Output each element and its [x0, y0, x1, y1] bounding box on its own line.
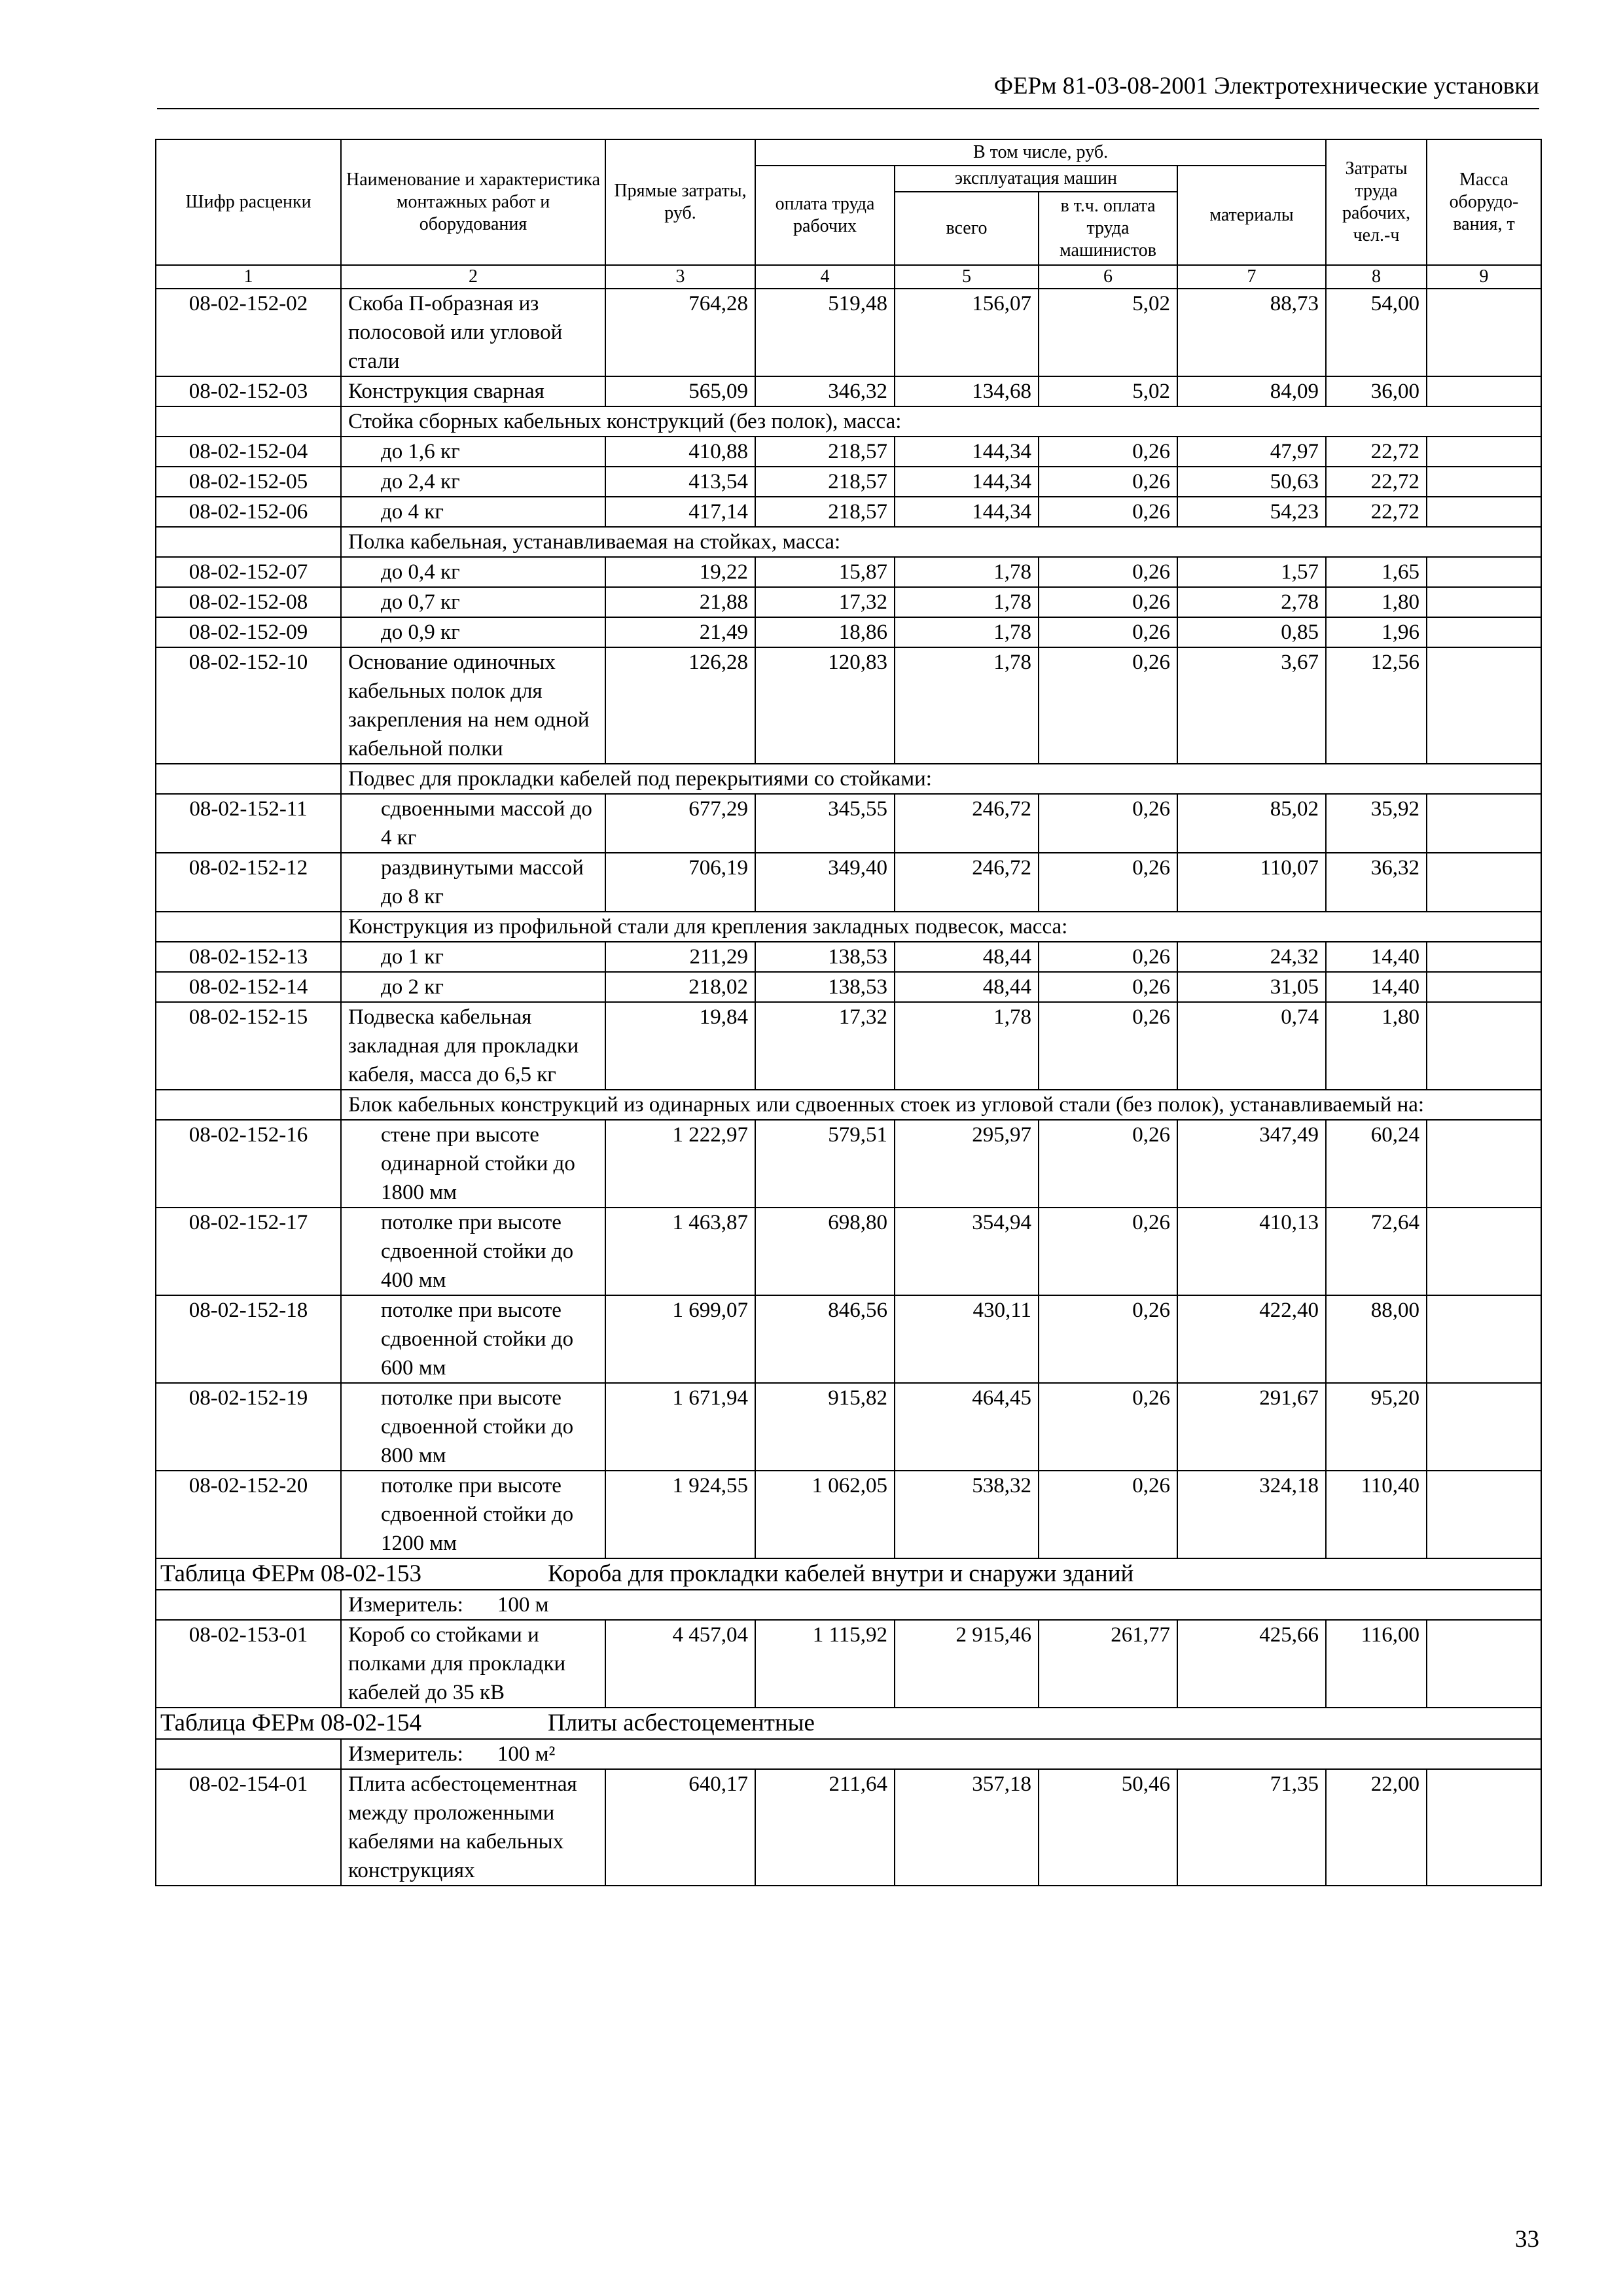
group-title: Полка кабельная, устанавливаемая на стойках, масса:: [341, 527, 1541, 557]
col-header-direct: Прямые затраты, руб.: [605, 139, 755, 265]
col-header-machines-total: всего: [895, 192, 1039, 265]
empty-cell: [156, 764, 341, 794]
machines-cost: 538,32: [895, 1471, 1039, 1558]
measure-label: Измеритель:: [348, 1742, 463, 1766]
table-row: [156, 557, 1541, 587]
table-row: [156, 467, 1541, 497]
rate-name: до 4 кг: [341, 497, 605, 527]
table-row: [156, 1295, 1541, 1383]
labor-hours: 54,00: [1326, 289, 1427, 376]
machinists-cost: 0,26: [1039, 794, 1177, 853]
rate-code: 08-02-152-16: [156, 1120, 341, 1208]
rate-name: потолке при высоте сдвоенной стойки до 400 мм: [341, 1208, 605, 1295]
rate-code: 08-02-154-01: [156, 1769, 341, 1886]
wages-cost: 218,57: [755, 437, 895, 467]
machinists-cost: 0,26: [1039, 557, 1177, 587]
equipment-mass: [1427, 647, 1541, 764]
wages-cost: 915,82: [755, 1383, 895, 1471]
rate-name: до 0,9 кг: [341, 617, 605, 647]
machines-cost: 134,68: [895, 376, 1039, 406]
equipment-mass: [1427, 289, 1541, 376]
rate-name: до 1,6 кг: [341, 437, 605, 467]
wages-cost: 1 115,92: [755, 1620, 895, 1708]
equipment-mass: [1427, 853, 1541, 912]
machinists-cost: 0,26: [1039, 497, 1177, 527]
direct-cost: 1 463,87: [605, 1208, 755, 1295]
wages-cost: 519,48: [755, 289, 895, 376]
materials-cost: 47,97: [1177, 437, 1326, 467]
rate-name: потолке при высоте сдвоенной стойки до 1200 мм: [341, 1471, 605, 1558]
machinists-cost: 0,26: [1039, 587, 1177, 617]
section-heading: [156, 1708, 1541, 1739]
labor-hours: 14,40: [1326, 942, 1427, 972]
section-row: [156, 1558, 1541, 1590]
equipment-mass: [1427, 1769, 1541, 1886]
group-row: [156, 1090, 1541, 1120]
direct-cost: 565,09: [605, 376, 755, 406]
labor-hours: 22,00: [1326, 1769, 1427, 1886]
machinists-cost: 0,26: [1039, 1471, 1177, 1558]
rate-name: сдвоенными массой до 4 кг: [341, 794, 605, 853]
materials-cost: 0,74: [1177, 1002, 1326, 1090]
col-number: 1: [156, 265, 341, 289]
direct-cost: 19,22: [605, 557, 755, 587]
labor-hours: 22,72: [1326, 497, 1427, 527]
table-row: [156, 617, 1541, 647]
section-title: Плиты асбестоцементные: [548, 1710, 815, 1736]
rate-code: 08-02-152-15: [156, 1002, 341, 1090]
labor-hours: 22,72: [1326, 467, 1427, 497]
wages-cost: 345,55: [755, 794, 895, 853]
table-row: [156, 942, 1541, 972]
empty-cell: [156, 1090, 341, 1120]
col-number: 8: [1326, 265, 1427, 289]
labor-hours: 22,72: [1326, 437, 1427, 467]
rate-code: 08-02-152-02: [156, 289, 341, 376]
machinists-cost: 0,26: [1039, 853, 1177, 912]
rate-code: 08-02-152-18: [156, 1295, 341, 1383]
machines-cost: 1,78: [895, 557, 1039, 587]
col-number: 9: [1427, 265, 1541, 289]
materials-cost: 291,67: [1177, 1383, 1326, 1471]
materials-cost: 31,05: [1177, 972, 1326, 1002]
labor-hours: 60,24: [1326, 1120, 1427, 1208]
machinists-cost: 0,26: [1039, 942, 1177, 972]
rates-table: [155, 139, 1542, 1886]
wages-cost: 1 062,05: [755, 1471, 895, 1558]
rate-code: 08-02-152-08: [156, 587, 341, 617]
col-header-machinists: в т.ч. оплата труда машинистов: [1039, 192, 1177, 265]
rate-name: Короб со стойками и полками для прокладки кабелей до 35 кВ: [341, 1620, 605, 1708]
materials-cost: 54,23: [1177, 497, 1326, 527]
table-row: [156, 1002, 1541, 1090]
machinists-cost: 0,26: [1039, 647, 1177, 764]
group-row: [156, 912, 1541, 942]
group-row: [156, 527, 1541, 557]
machinists-cost: 50,46: [1039, 1769, 1177, 1886]
empty-cell: [156, 1739, 341, 1769]
materials-cost: 347,49: [1177, 1120, 1326, 1208]
equipment-mass: [1427, 587, 1541, 617]
group-title: Подвес для прокладки кабелей под перекрытиями со стойками:: [341, 764, 1541, 794]
wages-cost: 17,32: [755, 1002, 895, 1090]
rate-name: до 0,4 кг: [341, 557, 605, 587]
machines-cost: 144,34: [895, 497, 1039, 527]
labor-hours: 1,65: [1326, 557, 1427, 587]
machines-cost: 1,78: [895, 587, 1039, 617]
machinists-cost: 0,26: [1039, 437, 1177, 467]
table-row: [156, 853, 1541, 912]
empty-cell: [156, 406, 341, 437]
rate-code: 08-02-152-14: [156, 972, 341, 1002]
rate-code: 08-02-152-13: [156, 942, 341, 972]
machinists-cost: 0,26: [1039, 972, 1177, 1002]
table-row: [156, 587, 1541, 617]
rate-name: Конструкция сварная: [341, 376, 605, 406]
direct-cost: 764,28: [605, 289, 755, 376]
machines-cost: 1,78: [895, 617, 1039, 647]
direct-cost: 21,49: [605, 617, 755, 647]
equipment-mass: [1427, 497, 1541, 527]
equipment-mass: [1427, 1208, 1541, 1295]
machinists-cost: 0,26: [1039, 617, 1177, 647]
materials-cost: 50,63: [1177, 467, 1326, 497]
wages-cost: 17,32: [755, 587, 895, 617]
rate-name: потолке при высоте сдвоенной стойки до 800 мм: [341, 1383, 605, 1471]
rate-code: 08-02-152-19: [156, 1383, 341, 1471]
machinists-cost: 0,26: [1039, 1002, 1177, 1090]
equipment-mass: [1427, 376, 1541, 406]
table-row: [156, 972, 1541, 1002]
direct-cost: 4 457,04: [605, 1620, 755, 1708]
rate-name: Скоба П-образная из полосовой или угловой стали: [341, 289, 605, 376]
col-number: 6: [1039, 265, 1177, 289]
measure-value: 100 м²: [497, 1742, 556, 1766]
labor-hours: 1,80: [1326, 1002, 1427, 1090]
col-header-mass: Масса оборудо-вания, т: [1427, 139, 1541, 265]
equipment-mass: [1427, 437, 1541, 467]
rate-name: раздвинутыми массой до 8 кг: [341, 853, 605, 912]
equipment-mass: [1427, 1120, 1541, 1208]
group-row: [156, 406, 1541, 437]
section-heading: [156, 1558, 1541, 1590]
measure-row: [156, 1590, 1541, 1620]
materials-cost: 84,09: [1177, 376, 1326, 406]
labor-hours: 88,00: [1326, 1295, 1427, 1383]
col-header-wages: оплата труда рабочих: [755, 166, 895, 265]
materials-cost: 85,02: [1177, 794, 1326, 853]
machinists-cost: 0,26: [1039, 467, 1177, 497]
rate-code: 08-02-152-12: [156, 853, 341, 912]
empty-cell: [156, 1590, 341, 1620]
table-row: [156, 1208, 1541, 1295]
machines-cost: 48,44: [895, 942, 1039, 972]
materials-cost: 0,85: [1177, 617, 1326, 647]
group-row: [156, 764, 1541, 794]
equipment-mass: [1427, 1002, 1541, 1090]
col-number: 2: [341, 265, 605, 289]
rate-code: 08-02-152-03: [156, 376, 341, 406]
labor-hours: 35,92: [1326, 794, 1427, 853]
rate-name: потолке при высоте сдвоенной стойки до 600 мм: [341, 1295, 605, 1383]
section-title: Короба для прокладки кабелей внутри и снаружи зданий: [548, 1560, 1134, 1587]
machines-cost: 357,18: [895, 1769, 1039, 1886]
col-header-incl: В том числе, руб.: [755, 139, 1326, 166]
machines-cost: 1,78: [895, 1002, 1039, 1090]
equipment-mass: [1427, 617, 1541, 647]
table-row: [156, 647, 1541, 764]
machines-cost: 295,97: [895, 1120, 1039, 1208]
rate-code: 08-02-152-07: [156, 557, 341, 587]
rate-code: 08-02-152-20: [156, 1471, 341, 1558]
rate-name: Плита асбестоцементная между проложенными кабелями на кабельных конструкциях: [341, 1769, 605, 1886]
direct-cost: 21,88: [605, 587, 755, 617]
equipment-mass: [1427, 794, 1541, 853]
rate-name: Подвеска кабельная закладная для прокладки кабеля, масса до 6,5 кг: [341, 1002, 605, 1090]
col-number: 3: [605, 265, 755, 289]
labor-hours: 14,40: [1326, 972, 1427, 1002]
table-row: [156, 1383, 1541, 1471]
machines-cost: 430,11: [895, 1295, 1039, 1383]
rate-name: до 2 кг: [341, 972, 605, 1002]
machinists-cost: 0,26: [1039, 1295, 1177, 1383]
materials-cost: 425,66: [1177, 1620, 1326, 1708]
col-header-machines: эксплуатация машин: [895, 166, 1177, 192]
table-row: [156, 437, 1541, 467]
table-row: [156, 289, 1541, 376]
direct-cost: 706,19: [605, 853, 755, 912]
group-title: Стойка сборных кабельных конструкций (без полок), масса:: [341, 406, 1541, 437]
machinists-cost: 5,02: [1039, 289, 1177, 376]
rate-code: 08-02-152-11: [156, 794, 341, 853]
wages-cost: 211,64: [755, 1769, 895, 1886]
running-header: ФЕРм 81-03-08-2001 Электротехнические установки: [993, 73, 1539, 99]
wages-cost: 846,56: [755, 1295, 895, 1383]
equipment-mass: [1427, 1620, 1541, 1708]
rate-code: 08-02-152-09: [156, 617, 341, 647]
wages-cost: 15,87: [755, 557, 895, 587]
equipment-mass: [1427, 1295, 1541, 1383]
table-row: [156, 497, 1541, 527]
rate-name: до 0,7 кг: [341, 587, 605, 617]
wages-cost: 18,86: [755, 617, 895, 647]
wages-cost: 138,53: [755, 942, 895, 972]
rate-name: до 2,4 кг: [341, 467, 605, 497]
materials-cost: 2,78: [1177, 587, 1326, 617]
rate-name: стене при высоте одинарной стойки до 1800 мм: [341, 1120, 605, 1208]
materials-cost: 3,67: [1177, 647, 1326, 764]
wages-cost: 698,80: [755, 1208, 895, 1295]
labor-hours: 36,00: [1326, 376, 1427, 406]
rate-code: 08-02-153-01: [156, 1620, 341, 1708]
direct-cost: 410,88: [605, 437, 755, 467]
labor-hours: 72,64: [1326, 1208, 1427, 1295]
wages-cost: 138,53: [755, 972, 895, 1002]
wages-cost: 346,32: [755, 376, 895, 406]
rate-code: 08-02-152-17: [156, 1208, 341, 1295]
wages-cost: 579,51: [755, 1120, 895, 1208]
empty-cell: [156, 912, 341, 942]
machines-cost: 1,78: [895, 647, 1039, 764]
wages-cost: 349,40: [755, 853, 895, 912]
labor-hours: 36,32: [1326, 853, 1427, 912]
direct-cost: 677,29: [605, 794, 755, 853]
direct-cost: 640,17: [605, 1769, 755, 1886]
page-number: 33: [1515, 2226, 1539, 2253]
col-header-labor: Затраты труда рабочих, чел.-ч: [1326, 139, 1427, 265]
machines-cost: 354,94: [895, 1208, 1039, 1295]
direct-cost: 1 671,94: [605, 1383, 755, 1471]
col-header-materials: материалы: [1177, 166, 1326, 265]
machines-cost: 246,72: [895, 794, 1039, 853]
labor-hours: 110,40: [1326, 1471, 1427, 1558]
materials-cost: 1,57: [1177, 557, 1326, 587]
materials-cost: 71,35: [1177, 1769, 1326, 1886]
machinists-cost: 261,77: [1039, 1620, 1177, 1708]
machines-cost: 144,34: [895, 437, 1039, 467]
col-number: 4: [755, 265, 895, 289]
wages-cost: 218,57: [755, 467, 895, 497]
table-row: [156, 1769, 1541, 1886]
wages-cost: 218,57: [755, 497, 895, 527]
section-row: [156, 1708, 1541, 1739]
rate-name: до 1 кг: [341, 942, 605, 972]
materials-cost: 24,32: [1177, 942, 1326, 972]
equipment-mass: [1427, 557, 1541, 587]
materials-cost: 88,73: [1177, 289, 1326, 376]
table-row: [156, 1120, 1541, 1208]
labor-hours: 95,20: [1326, 1383, 1427, 1471]
wages-cost: 120,83: [755, 647, 895, 764]
empty-cell: [156, 527, 341, 557]
machinists-cost: 0,26: [1039, 1208, 1177, 1295]
rate-code: 08-02-152-04: [156, 437, 341, 467]
measure-row: [156, 1739, 1541, 1769]
materials-cost: 110,07: [1177, 853, 1326, 912]
machinists-cost: 0,26: [1039, 1383, 1177, 1471]
group-title: Блок кабельных конструкций из одинарных или сдвоенных стоек из угловой стали (без полок), устанавливаемый на:: [341, 1090, 1541, 1120]
machines-cost: 2 915,46: [895, 1620, 1039, 1708]
rate-name: Основание одиночных кабельных полок для закрепления на нем одной кабельной полки: [341, 647, 605, 764]
col-number: 7: [1177, 265, 1326, 289]
direct-cost: 218,02: [605, 972, 755, 1002]
equipment-mass: [1427, 942, 1541, 972]
machines-cost: 144,34: [895, 467, 1039, 497]
table-row: [156, 1620, 1541, 1708]
direct-cost: 1 222,97: [605, 1120, 755, 1208]
col-number: 5: [895, 265, 1039, 289]
equipment-mass: [1427, 972, 1541, 1002]
section-number: Таблица ФЕРм 08-02-154: [160, 1710, 421, 1736]
equipment-mass: [1427, 467, 1541, 497]
group-title: Конструкция из профильной стали для крепления закладных подвесок, масса:: [341, 912, 1541, 942]
machines-cost: 464,45: [895, 1383, 1039, 1471]
table-row: [156, 1471, 1541, 1558]
measure-label: Измеритель:: [348, 1593, 463, 1617]
equipment-mass: [1427, 1471, 1541, 1558]
measure-cell: [341, 1590, 1541, 1620]
rate-code: 08-02-152-06: [156, 497, 341, 527]
labor-hours: 12,56: [1326, 647, 1427, 764]
labor-hours: 116,00: [1326, 1620, 1427, 1708]
measure-value: 100 м: [497, 1593, 549, 1617]
materials-cost: 422,40: [1177, 1295, 1326, 1383]
materials-cost: 324,18: [1177, 1471, 1326, 1558]
col-header-code: Шифр расценки: [156, 139, 341, 265]
rate-code: 08-02-152-10: [156, 647, 341, 764]
equipment-mass: [1427, 1383, 1541, 1471]
direct-cost: 1 699,07: [605, 1295, 755, 1383]
machinists-cost: 5,02: [1039, 376, 1177, 406]
section-number: Таблица ФЕРм 08-02-153: [160, 1560, 421, 1587]
direct-cost: 211,29: [605, 942, 755, 972]
direct-cost: 19,84: [605, 1002, 755, 1090]
direct-cost: 417,14: [605, 497, 755, 527]
labor-hours: 1,96: [1326, 617, 1427, 647]
machines-cost: 246,72: [895, 853, 1039, 912]
direct-cost: 413,54: [605, 467, 755, 497]
machines-cost: 48,44: [895, 972, 1039, 1002]
table-row: [156, 794, 1541, 853]
table-body: [156, 289, 1541, 1886]
header-rule: [157, 108, 1539, 109]
direct-cost: 126,28: [605, 647, 755, 764]
materials-cost: 410,13: [1177, 1208, 1326, 1295]
machines-cost: 156,07: [895, 289, 1039, 376]
labor-hours: 1,80: [1326, 587, 1427, 617]
machinists-cost: 0,26: [1039, 1120, 1177, 1208]
rate-code: 08-02-152-05: [156, 467, 341, 497]
table-row: [156, 376, 1541, 406]
measure-cell: [341, 1739, 1541, 1769]
col-header-name: Наименование и характеристика монтажных работ и оборудования: [341, 139, 605, 265]
direct-cost: 1 924,55: [605, 1471, 755, 1558]
